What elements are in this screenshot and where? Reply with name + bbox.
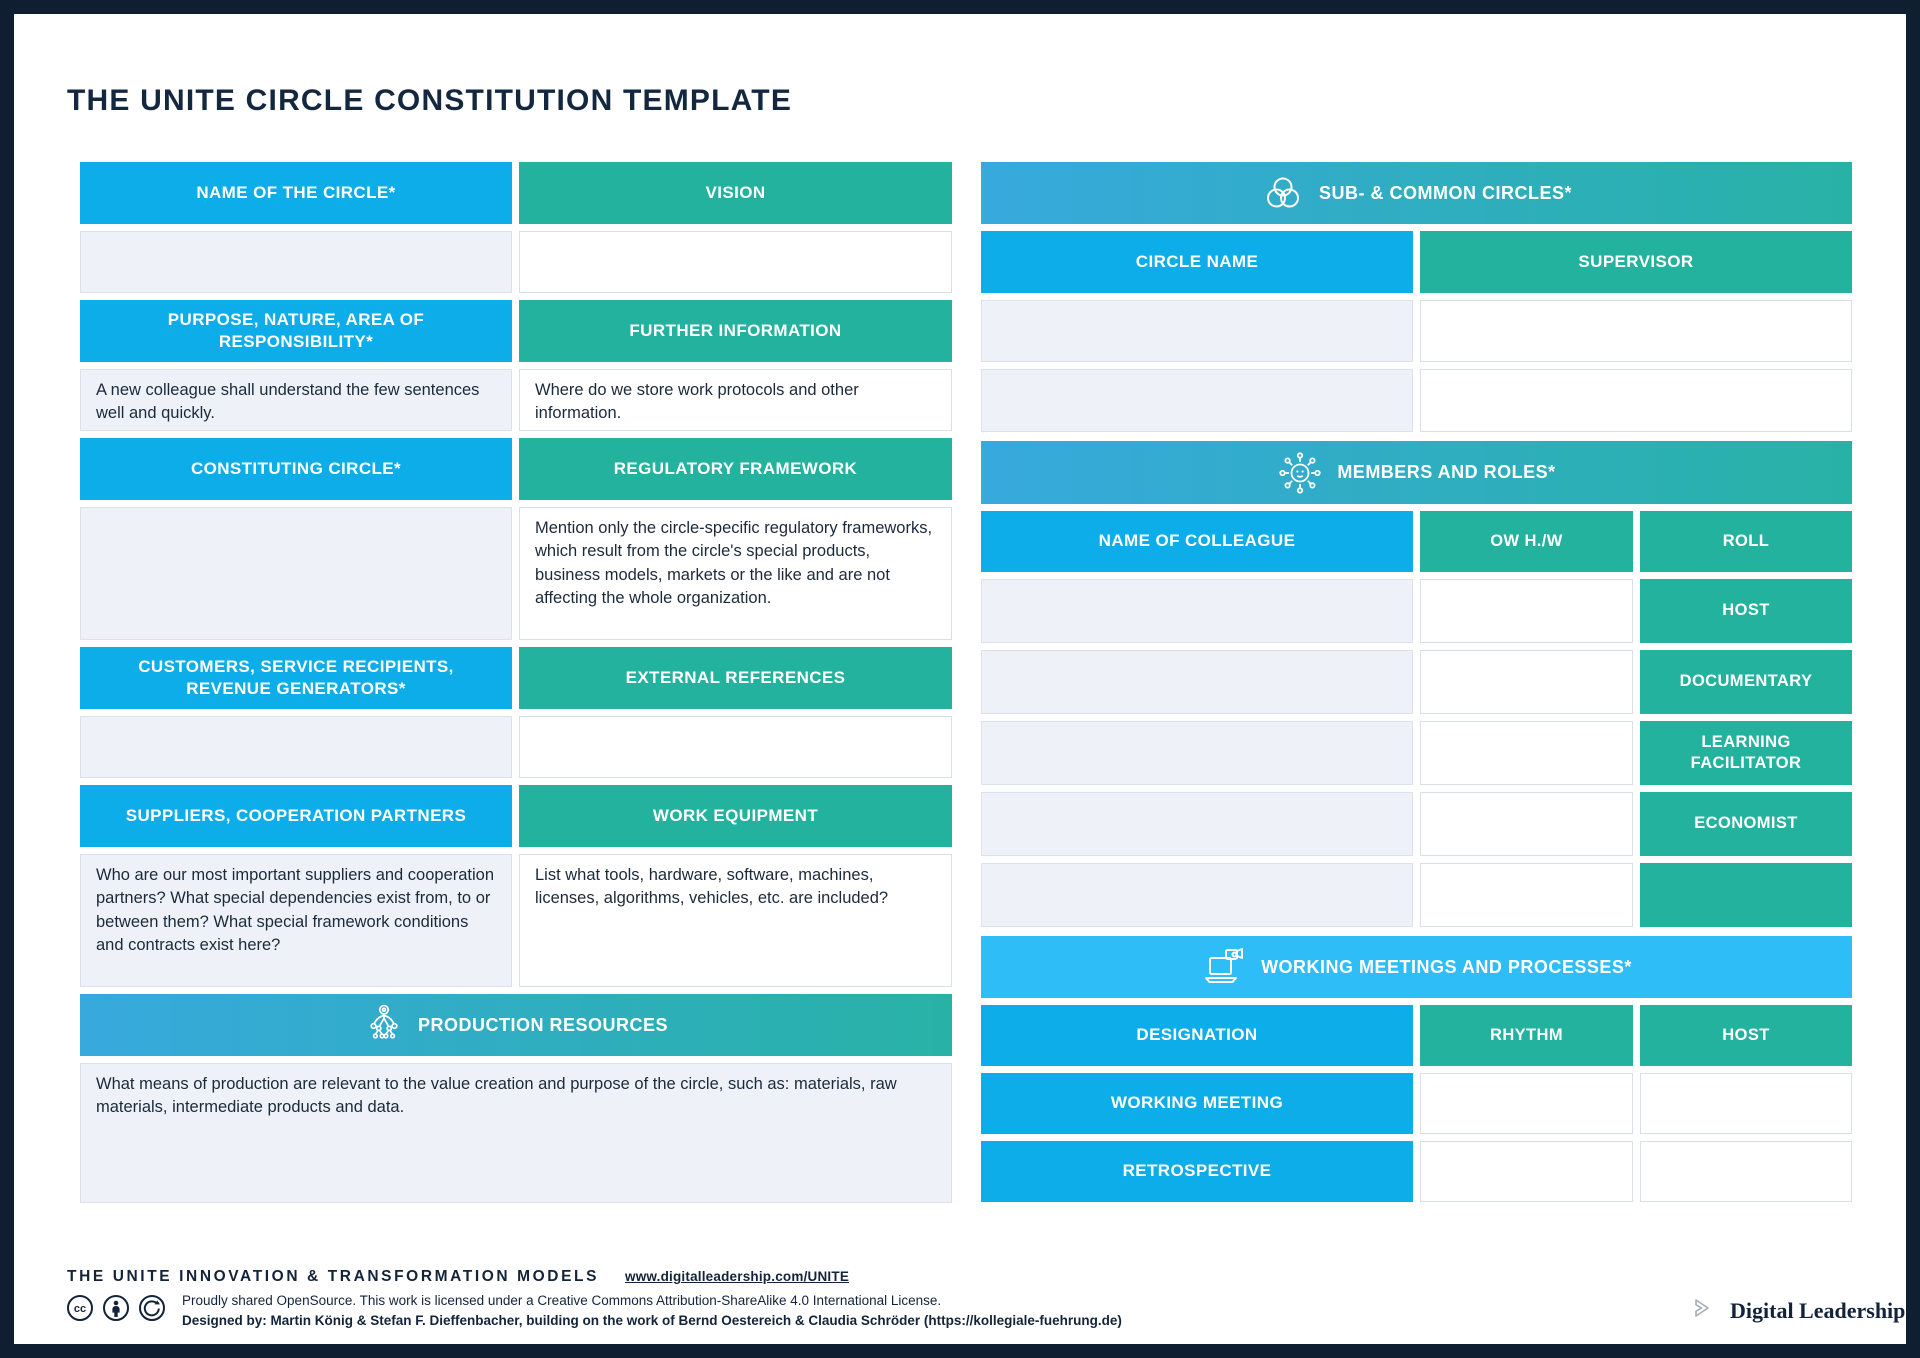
banner-working-meetings-label: WORKING MEETINGS AND PROCESSES* xyxy=(1261,956,1632,977)
header-ow-hw: OW H./W xyxy=(1420,511,1633,572)
field-colleague-3[interactable] xyxy=(981,721,1413,785)
field-vision[interactable] xyxy=(519,231,952,293)
field-retrospective-host[interactable] xyxy=(1640,1141,1852,1202)
header-name-of-the-circle: NAME OF THE CIRCLE* xyxy=(80,162,512,224)
role-cell-learning-facilitator: LEARNING FACILITATOR xyxy=(1640,721,1852,785)
field-colleague-4[interactable] xyxy=(981,792,1413,856)
header-supervisor: SUPERVISOR xyxy=(1420,231,1852,293)
field-ow-hw-4[interactable] xyxy=(1420,792,1633,856)
row-label-retrospective: RETROSPECTIVE xyxy=(981,1141,1413,1202)
header-vision: VISION xyxy=(519,162,952,224)
page-title: THE UNITE CIRCLE CONSTITUTION TEMPLATE xyxy=(67,84,793,117)
banner-sub-common-circles xyxy=(981,162,1852,224)
field-suppliers[interactable]: Who are our most important suppliers and cooperation partners? What special dependencies exist from, to or between them? What special framework conditions and contracts exist here? xyxy=(80,854,512,987)
field-ow-hw-3[interactable] xyxy=(1420,721,1633,785)
header-further-information: FURTHER INFORMATION xyxy=(519,300,952,362)
field-further-information[interactable]: Where do we store work protocols and other information. xyxy=(519,369,952,431)
section-members-and-roles xyxy=(981,441,1852,927)
field-colleague-5[interactable] xyxy=(981,863,1413,927)
field-supervisor-2[interactable] xyxy=(1420,369,1852,432)
banner-production-resources xyxy=(80,994,952,1056)
field-retrospective-rhythm[interactable] xyxy=(1420,1141,1633,1202)
logo-text: Digital Leadership xyxy=(1730,1297,1906,1323)
laptop-camera-icon xyxy=(1201,947,1247,987)
footer-link[interactable]: www.digitalleadership.com/UNITE xyxy=(625,1269,850,1284)
field-external-references[interactable] xyxy=(519,716,952,778)
footer-brand-title: THE UNITE INNOVATION & TRANSFORMATION MODELS xyxy=(67,1268,600,1285)
header-work-equipment: WORK EQUIPMENT xyxy=(519,785,952,847)
role-cell-economist: ECONOMIST xyxy=(1640,792,1852,856)
field-circle-name-1[interactable] xyxy=(981,300,1413,362)
credit-line: Designed by: Martin König & Stefan F. Dieffenbacher, building on the work of Bernd Oestereich & Claudia Schröder (https://kollegiale-fuehrung.de) xyxy=(182,1313,1122,1329)
field-customers[interactable] xyxy=(80,716,512,778)
license-line: Proudly shared OpenSource. This work is licensed under a Creative Commons Attribution-ShareAlike 4.0 International License. xyxy=(182,1293,942,1308)
field-circle-name-2[interactable] xyxy=(981,369,1413,432)
row-label-working-meeting: WORKING MEETING xyxy=(981,1073,1413,1134)
role-cell-empty[interactable] xyxy=(1640,863,1852,927)
right-panel xyxy=(981,162,1852,1202)
footer-brand xyxy=(67,1268,849,1286)
banner-working-meetings xyxy=(981,936,1852,998)
field-colleague-2[interactable] xyxy=(981,650,1413,714)
header-customers: CUSTOMERS, SERVICE RECIPIENTS, REVENUE GENERATORS* xyxy=(80,647,512,709)
banner-members-and-roles xyxy=(981,441,1852,504)
field-ow-hw-2[interactable] xyxy=(1420,650,1633,714)
header-circle-name: CIRCLE NAME xyxy=(981,231,1413,293)
field-constituting-circle[interactable] xyxy=(80,507,512,640)
field-name-of-the-circle[interactable] xyxy=(80,231,512,293)
field-production-resources[interactable]: What means of production are relevant to the value creation and purpose of the circle, such as: materials, raw materials, intermediate products and data. xyxy=(80,1063,952,1203)
person-network-icon xyxy=(1277,450,1323,496)
banner-members-and-roles-label: MEMBERS AND ROLES* xyxy=(1337,462,1556,482)
left-panel xyxy=(80,162,952,1203)
field-colleague-1[interactable] xyxy=(981,579,1413,643)
field-purpose[interactable]: A new colleague shall understand the few sentences well and quickly. xyxy=(80,369,512,431)
field-ow-hw-5[interactable] xyxy=(1420,863,1633,927)
role-cell-host: HOST xyxy=(1640,579,1852,643)
svg-text:cc: cc xyxy=(73,1303,87,1315)
section-working-meetings xyxy=(981,936,1852,1202)
footer-license xyxy=(182,1291,1122,1332)
header-roll: ROLL xyxy=(1640,511,1852,572)
attribution-icon xyxy=(102,1294,130,1327)
header-designation: DESIGNATION xyxy=(981,1005,1413,1066)
share-alike-icon xyxy=(138,1294,166,1327)
banner-sub-common-circles-label: SUB- & COMMON CIRCLES* xyxy=(1319,182,1572,203)
field-supervisor-1[interactable] xyxy=(1420,300,1852,362)
field-working-meeting-rhythm[interactable] xyxy=(1420,1073,1633,1134)
field-ow-hw-1[interactable] xyxy=(1420,579,1633,643)
digital-leadership-logo xyxy=(1692,1296,1905,1325)
header-purpose: PURPOSE, NATURE, AREA OF RESPONSIBILITY* xyxy=(80,300,512,362)
header-regulatory-framework: REGULATORY FRAMEWORK xyxy=(519,438,952,500)
cc-badges xyxy=(66,1294,166,1327)
org-tree-icon xyxy=(364,1003,404,1047)
header-host-col: HOST xyxy=(1640,1005,1852,1066)
section-sub-common-circles xyxy=(981,162,1852,432)
field-working-meeting-host[interactable] xyxy=(1640,1073,1852,1134)
header-external-references: EXTERNAL REFERENCES xyxy=(519,647,952,709)
header-suppliers: SUPPLIERS, COOPERATION PARTNERS xyxy=(80,785,512,847)
header-rhythm: RHYTHM xyxy=(1420,1005,1633,1066)
role-cell-documentary: DOCUMENTARY xyxy=(1640,650,1852,714)
field-regulatory-framework[interactable]: Mention only the circle-specific regulatory frameworks, which result from the circle's special products, business models, markets or the like and are not affecting the whole organization. xyxy=(519,507,952,640)
cc-icon xyxy=(66,1294,94,1327)
header-constituting-circle: CONSTITUTING CIRCLE* xyxy=(80,438,512,500)
field-work-equipment[interactable]: List what tools, hardware, software, machines, licenses, algorithms, vehicles, etc. are included? xyxy=(519,854,952,987)
overlapping-circles-icon xyxy=(1261,175,1305,211)
header-name-of-colleague: NAME OF COLLEAGUE xyxy=(981,511,1413,572)
chevron-logo-icon xyxy=(1692,1296,1718,1325)
banner-production-resources-label: PRODUCTION RESOURCES xyxy=(417,1014,669,1035)
